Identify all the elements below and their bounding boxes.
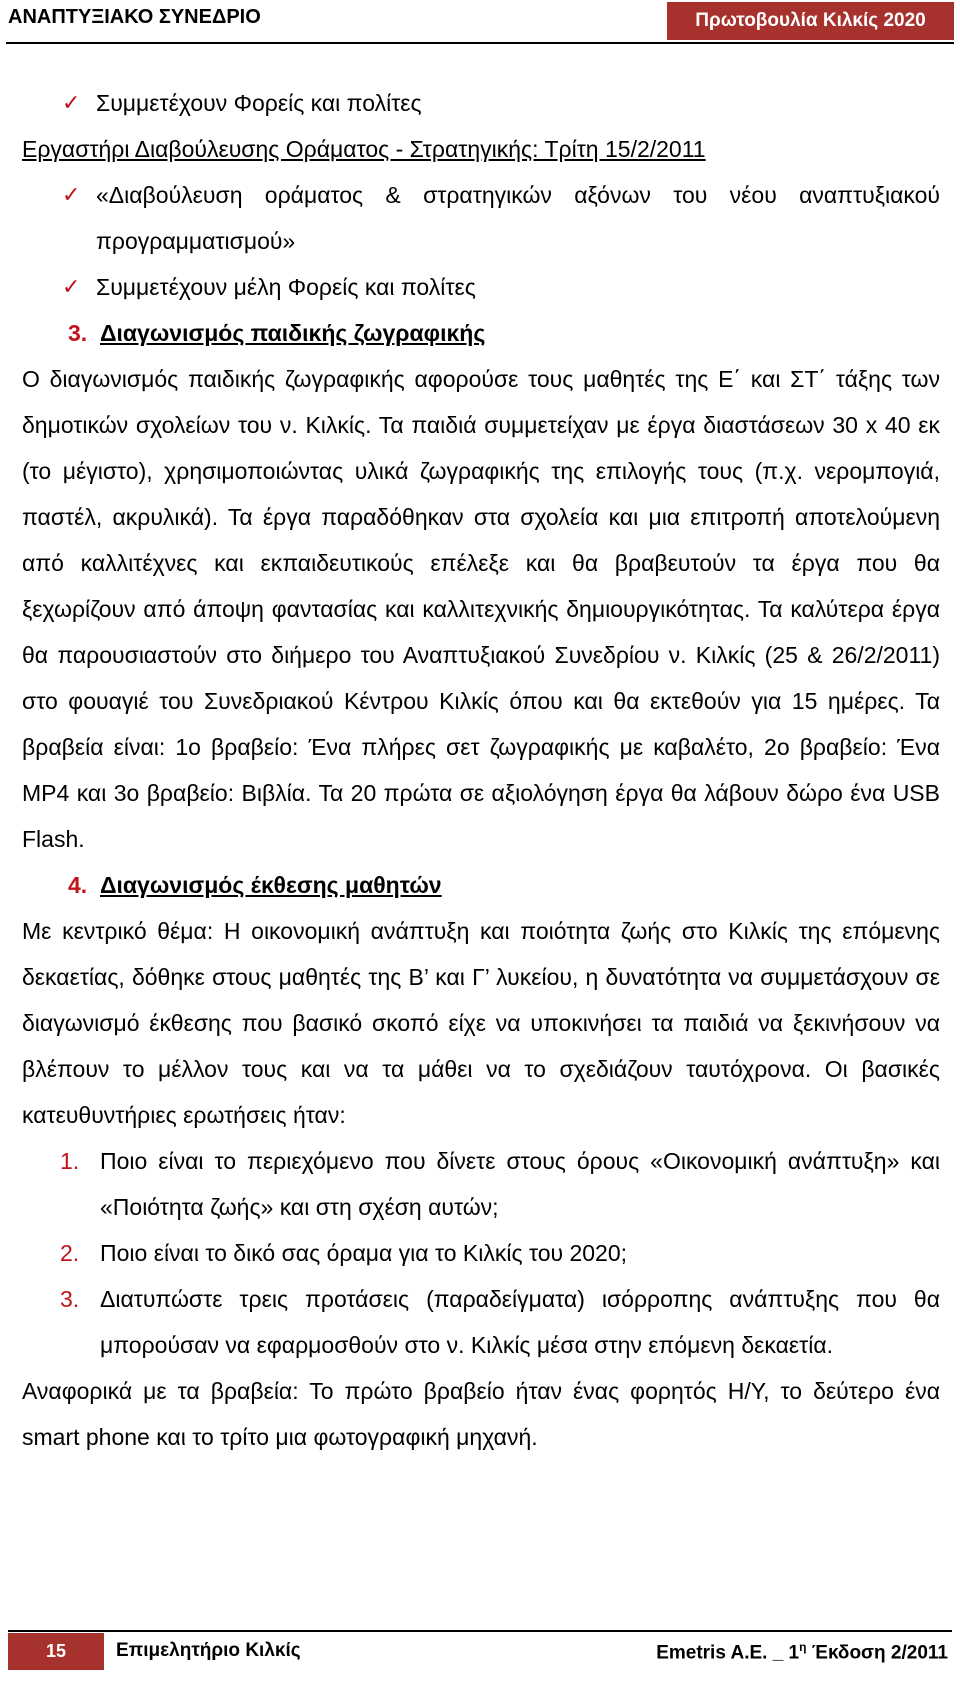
- check-item-1: [22, 80, 940, 126]
- footer-edition-company: Emetris A.E. _ 1: [656, 1642, 800, 1664]
- page-number: 15: [8, 1633, 104, 1670]
- footer-organization: Επιμελητήριο Κιλκίς: [116, 1640, 301, 1661]
- section-title: Διαγωνισμός παιδικής ζωγραφικής: [100, 320, 486, 346]
- question-item-1: [22, 1138, 940, 1230]
- section-number: 3.: [68, 320, 88, 346]
- check-item-3: [22, 264, 940, 310]
- checkmark-icon: ✓: [62, 182, 81, 207]
- page-header: [0, 0, 960, 44]
- essay-contest-paragraph: Με κεντρικό θέμα: Η οικονομική ανάπτυξη και ποιότητα ζωής στο Κιλκίς της επόμενης δεκαετίας, δόθηκε στους μαθητές της Β’ και Γ’ λυκείου, η δυνατότητα να συμμετάσχουν σε διαγωνισμό έκθεσης που βασικό σκοπό είχε να υποκινήσει τα παιδιά να ξεκινήσουν να βλέπουν το μέλλον τους και να τα μάθει να το σχεδιάζουν ταυτόχρονα. Οι βασικές κατευθυντήριες ερωτήσεις ήταν:: [22, 918, 940, 1128]
- page-footer: [8, 1630, 952, 1670]
- question-number: 1.: [60, 1148, 80, 1174]
- footer-divider: [8, 1630, 952, 1632]
- workshop-heading: Εργαστήρι Διαβούλευσης Οράματος - Στρατηγικής: Τρίτη 15/2/2011: [22, 136, 706, 162]
- header-initiative-badge: Πρωτοβουλία Κιλκίς 2020: [667, 2, 954, 40]
- drawing-contest-paragraph: Ο διαγωνισμός παιδικής ζωγραφικής αφορούσε τους μαθητές της Ε΄ και ΣΤ΄ τάξης των δημοτικών σχολείων του ν. Κιλκίς. Τα παιδιά συμμετείχαν με έργα διαστάσεων 30 x 40 εκ (το μέγιστο), χρησιμοποιώντας υλικά ζωγραφικής της επιλογής τους (π.χ. νερομπογιά, παστέλ, ακρυλικά). Τα έργα παραδόθηκαν στα σχολεία και μια επιτροπή αποτελούμενη από καλλιτέχνες και εκπαιδευτικούς επέλεξε και θα βραβευτούν τα έργα που θα ξεχωρίζουν από άποψη φαντασίας και καλλιτεχνικής δημιουργικότητας. Τα καλύτερα έργα θα παρουσιαστούν στο διήμερο του Αναπτυξιακού Συνεδρίου ν. Κιλκίς (25 & 26/2/2011) στο φουαγιέ του Συνεδριακού Κέντρου Κιλκίς όπου και θα εκτεθούν για 15 ημέρες. Τα βραβεία είναι: 1ο βραβείο: Ένα πλήρες σετ ζωγραφικής με καβαλέτο, 2ο βραβείο: Ένα MP4 και 3ο βραβείο: Βιβλία. Τα 20 πρώτα σε αξιολόγηση έργα θα λάβουν δώρο ένα USB Flash.: [22, 366, 940, 852]
- checkmark-icon: ✓: [62, 90, 81, 115]
- document-body: [22, 80, 940, 1460]
- checkmark-icon: ✓: [62, 274, 81, 299]
- question-item-2: [22, 1230, 940, 1276]
- header-divider: [6, 42, 954, 44]
- section-title: Διαγωνισμός έκθεσης μαθητών: [100, 872, 442, 898]
- check-item-text: «Διαβούλευση οράματος & στρατηγικών αξόνων του νέου αναπτυξιακού προγραμματισμού»: [96, 182, 940, 254]
- question-text: Ποιο είναι το δικό σας όραμα για το Κιλκίς του 2020;: [100, 1240, 628, 1266]
- check-item-text: Συμμετέχουν μέλη Φορείς και πολίτες: [96, 274, 476, 300]
- section-4-heading: [22, 862, 940, 908]
- footer-edition-ordinal: η: [799, 1640, 807, 1654]
- check-item-2: [22, 172, 940, 264]
- question-number: 3.: [60, 1286, 80, 1312]
- section-number: 4.: [68, 872, 88, 898]
- question-text: Διατυπώστε τρεις προτάσεις (παραδείγματα) ισόρροπης ανάπτυξης που θα μπορούσαν να εφαρμοσθούν στο ν. Κιλκίς μέσα στην επόμενη δεκαετία.: [100, 1286, 940, 1358]
- question-text: Ποιο είναι το περιεχόμενο που δίνετε στους όρους «Οικονομική ανάπτυξη» και «Ποιότητα ζωής» και στη σχέση αυτών;: [100, 1148, 940, 1220]
- footer-edition-date: Έκδοση 2/2011: [806, 1642, 948, 1664]
- question-number: 2.: [60, 1240, 80, 1266]
- check-item-text: Συμμετέχουν Φορείς και πολίτες: [96, 90, 422, 116]
- section-3-heading: [22, 310, 940, 356]
- footer-edition: [656, 1640, 948, 1664]
- prizes-paragraph: Αναφορικά με τα βραβεία: Το πρώτο βραβείο ήταν ένας φορητός Η/Υ, το δεύτερο ένα smart phone και το τρίτο μια φωτογραφική μηχανή.: [22, 1378, 940, 1450]
- question-item-3: [22, 1276, 940, 1368]
- header-title: ΑΝΑΠΤΥΞΙΑΚΟ ΣΥΝΕΔΡΙΟ: [8, 6, 261, 28]
